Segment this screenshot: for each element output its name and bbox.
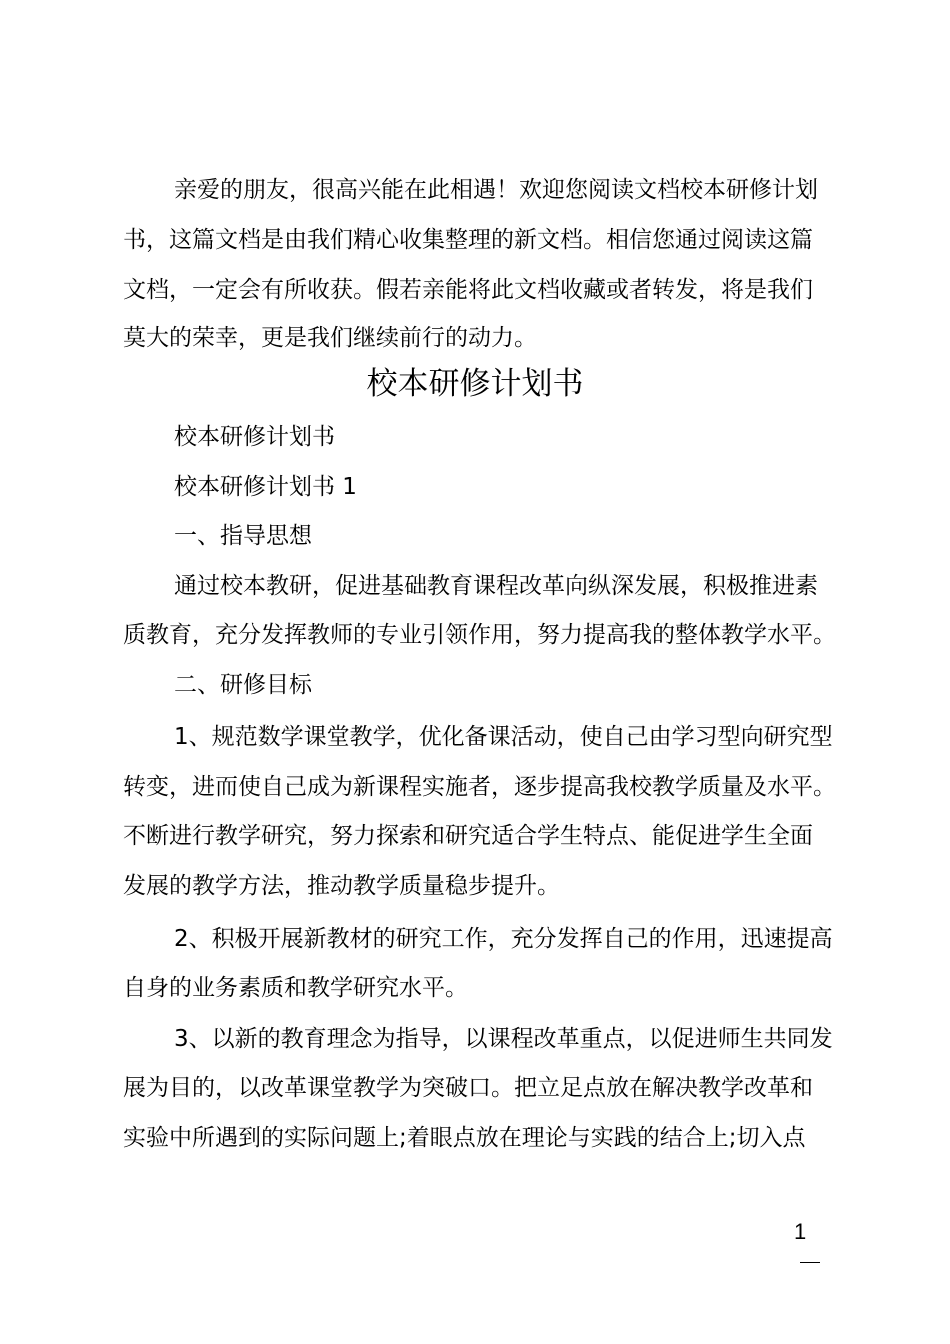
page-number-rule bbox=[800, 1262, 820, 1263]
section-heading: 校本研修计划书 1 bbox=[174, 474, 357, 500]
paragraph-line: 展为目的，以改革课堂教学为突破口。把立足点放在解决教学改革和 bbox=[123, 1075, 813, 1101]
section-heading: 二、研修目标 bbox=[174, 672, 312, 698]
paragraph-line: 通过校本教研，促进基础教育课程改革向纵深发展，积极推进素 bbox=[174, 573, 818, 599]
section-heading: 一、指导思想 bbox=[174, 523, 312, 549]
paragraph-line: 自身的业务素质和教学研究水平。 bbox=[123, 975, 468, 1001]
paragraph-line: 发展的教学方法，推动教学质量稳步提升。 bbox=[123, 873, 560, 899]
paragraph-line: 实验中所遇到的实际问题上;着眼点放在理论与实践的结合上;切入点 bbox=[123, 1125, 806, 1151]
intro-line: 书，这篇文档是由我们精心收集整理的新文档。相信您通过阅读这篇 bbox=[123, 227, 813, 253]
paragraph-line: 转变，进而使自己成为新课程实施者，逐步提高我校教学质量及水平。 bbox=[123, 774, 836, 800]
document-title: 校本研修计划书 bbox=[366, 366, 584, 402]
page-number: 1 bbox=[794, 1219, 807, 1244]
intro-line: 亲爱的朋友，很高兴能在此相遇！欢迎您阅读文档校本研修计划 bbox=[174, 177, 818, 203]
intro-line: 莫大的荣幸，更是我们继续前行的动力。 bbox=[123, 325, 537, 351]
paragraph-line: 3、以新的教育理念为指导，以课程改革重点，以促进师生共同发 bbox=[174, 1026, 833, 1052]
paragraph-line: 质教育，充分发挥教师的专业引领作用，努力提高我的整体教学水平。 bbox=[123, 622, 836, 648]
paragraph-line: 2、积极开展新教材的研究工作，充分发挥自己的作用，迅速提高 bbox=[174, 926, 833, 952]
paragraph-line: 不断进行教学研究，努力探索和研究适合学生特点、能促进学生全面 bbox=[123, 823, 813, 849]
intro-line: 文档，一定会有所收获。假若亲能将此文档收藏或者转发，将是我们 bbox=[123, 277, 813, 303]
paragraph-line: 1、规范数学课堂教学，优化备课活动，使自己由学习型向研究型 bbox=[174, 724, 833, 750]
subtitle: 校本研修计划书 bbox=[174, 424, 335, 450]
